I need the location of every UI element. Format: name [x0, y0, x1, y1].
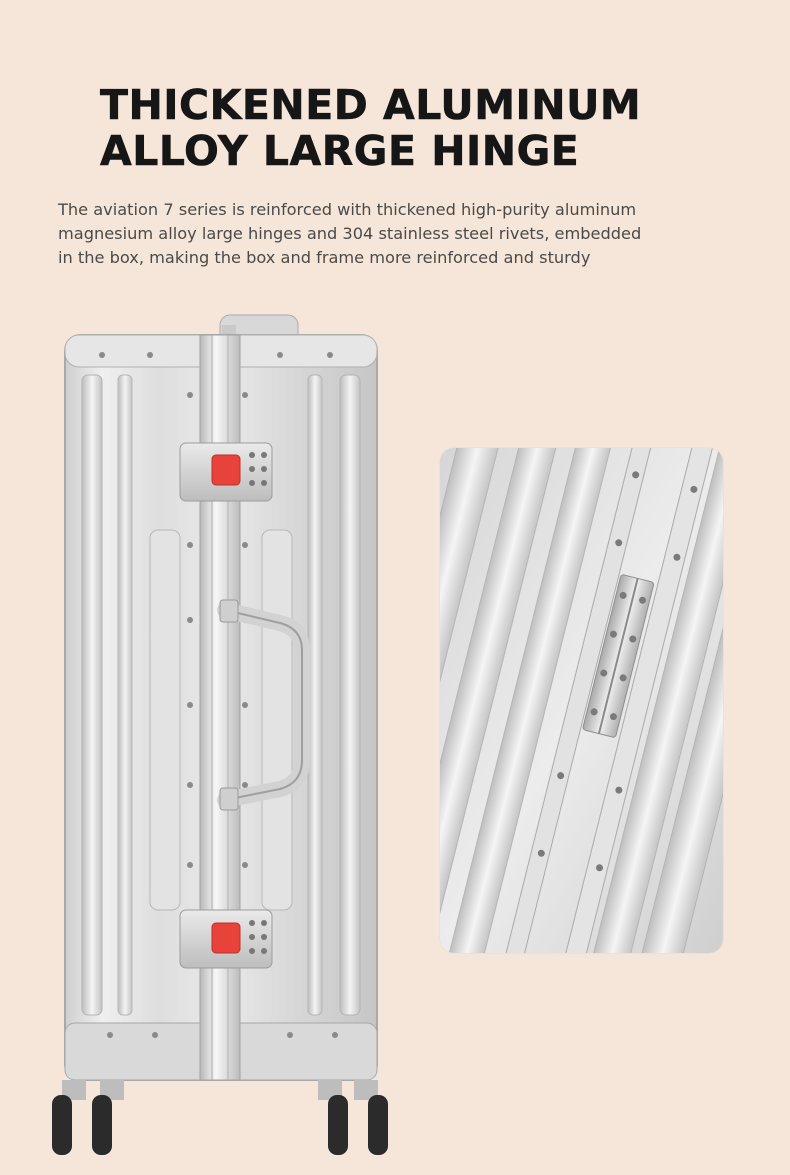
headline — [100, 82, 740, 174]
description-line-2: magnesium alloy large hinges and 304 stainless steel rivets, embedded — [58, 224, 642, 243]
suitcase-image — [40, 305, 400, 1169]
description — [58, 198, 738, 270]
description-line-3: in the box, making the box and frame more reinforced and sturdy — [58, 248, 591, 267]
description-line-1: The aviation 7 series is reinforced with thickened high-purity aluminum — [58, 200, 637, 219]
headline-line-2: ALLOY LARGE HINGE — [100, 127, 580, 175]
hinge-closeup-image — [440, 448, 723, 953]
headline-line-1: THICKENED ALUMINUM — [100, 81, 642, 129]
